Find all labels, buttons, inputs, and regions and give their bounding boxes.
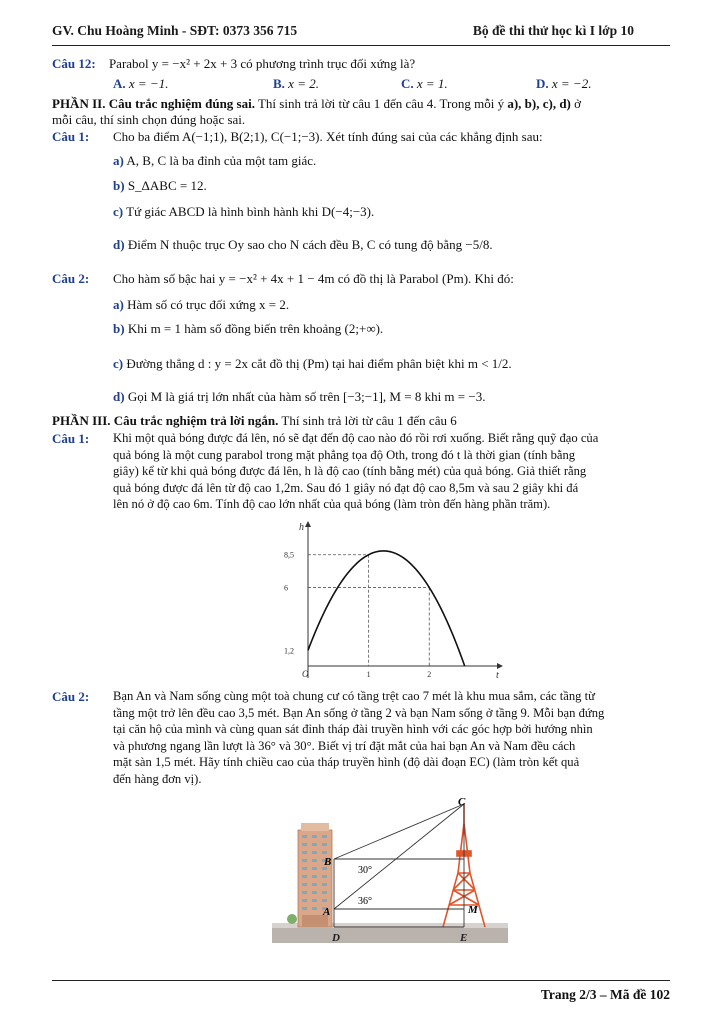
origin-label: O xyxy=(302,669,309,679)
p3-q2-line: đến hàng đơn vị). xyxy=(113,772,202,787)
header-author: GV. Chu Hoàng Minh - SĐT: 0373 356 715 xyxy=(52,23,298,38)
p2-q2-item-c[interactable]: c) Đường thẳng d : y = 2x cắt đồ thị (Pm) tại hai điểm phân biệt khi m < 1/2. xyxy=(113,356,512,371)
page-footer: Trang 2/3 – Mã đề 102 xyxy=(540,987,670,1002)
y-tick-label: 6 xyxy=(284,583,288,593)
p3-q2-line: mặt sàn 1,5 mét. Hãy tính chiều cao của tháp truyền hình (độ dài đoạn EC) (làm tròn kết quả xyxy=(113,755,580,770)
x-axis-label: t xyxy=(496,670,499,680)
p2-q1-item-b[interactable]: b) S_ΔABC = 12. xyxy=(113,178,207,193)
q12-question xyxy=(52,55,415,72)
point-label-b: B xyxy=(324,856,332,868)
p3-q2-label: Câu 2: xyxy=(52,689,90,704)
point-label-e: E xyxy=(460,932,468,944)
parabola-curve xyxy=(308,551,465,666)
p2-q2-item-d[interactable]: d) Gọi M là giá trị lớn nhất của hàm số trên [−3;−1], M = 8 khi m = −3. xyxy=(113,389,486,404)
part2-heading xyxy=(52,95,581,112)
p3-q2-body xyxy=(113,688,673,788)
point-label-c: C xyxy=(458,796,466,808)
q12-option-b[interactable]: B. x = 2. xyxy=(273,76,319,91)
q12-label: Câu 12: xyxy=(52,56,96,71)
p2-q2-item-b[interactable]: b) Khi m = 1 hàm số đồng biến trên khoảng (2;+∞). xyxy=(113,321,384,336)
q12-text: Parabol y = −x² + 2x + 3 có phương trình trục đối xứng là? xyxy=(108,56,416,71)
guide-lines xyxy=(308,555,429,666)
p2-q1-label: Câu 1: xyxy=(52,129,90,144)
q12-option-a[interactable]: A. x = −1. xyxy=(113,76,169,91)
page-header xyxy=(52,22,672,42)
part2-intro: Thí sinh trả lời từ câu 1 đến câu 4. Trong mỗi ý xyxy=(257,96,505,111)
p2-q2-label: Câu 2: xyxy=(52,271,90,286)
y-tick-label: 1,2 xyxy=(284,646,294,656)
sight-lines xyxy=(334,804,464,927)
p3-q1-line: giây) kể từ khi quả bóng được đá lên, h là độ cao (tính bằng mét) của quả bóng. Giả thiết rằng xyxy=(113,464,587,479)
p3-q2-line: tầng một trở lên đều cao 3,5 mét. Bạn An sống ở tầng 2 và bạn Nam sống ở tầng 9. Mỗi bạn đứng xyxy=(113,705,605,720)
point-label-d: D xyxy=(332,932,340,944)
angle-label-30: 30° xyxy=(358,865,372,876)
p3-q1-label: Câu 1: xyxy=(52,431,90,446)
p3-q2-line: tại căn hộ của mình và cùng quan sát đỉnh tháp đài truyền hình với các góc hợp bởi hướng nhìn xyxy=(113,722,593,737)
p2-q1-item-c[interactable]: c) Tứ giác ABCD là hình bình hành khi D(−4;−3). xyxy=(113,204,375,219)
p3-q1-line: quả bóng được đá lên từ độ cao 1,2m. Sau đó 1 giây nó đạt độ cao 8,5m và sau 2 giây khi đá xyxy=(113,480,579,495)
p2-q1 xyxy=(52,128,89,145)
header-rule xyxy=(52,45,670,46)
p3-q1-body xyxy=(113,430,673,513)
p2-q1-item-d[interactable]: d) Điểm N thuộc trục Oy sao cho N cách đều B, C có tung độ bằng −5/8. xyxy=(113,237,493,252)
footer-rule xyxy=(52,980,670,981)
p3-q1-line: lên nó ở độ cao 6m. Tính độ cao lớn nhất của quả bóng (làm tròn đến hàng phần trăm). xyxy=(113,497,551,512)
x-tick-label: 2 xyxy=(427,670,432,679)
part2-intro-keys: a), b), c), d) xyxy=(507,96,571,111)
part3-intro: Thí sinh trả lời từ câu 1 đến câu 6 xyxy=(281,413,457,428)
angle-label-36: 36° xyxy=(358,896,372,907)
y-axis-label: h xyxy=(299,522,304,533)
p3-q2-line: và phương ngang lần lượt là 36° và 30°. Biết vị trí đặt mắt của hai bạn An và Nam đều cách xyxy=(113,738,576,753)
p2-q2-item-a[interactable]: a) Hàm số có trục đối xứng x = 2. xyxy=(113,297,290,312)
q12-option-d[interactable]: D. x = −2. xyxy=(536,76,592,91)
trajectory-chart xyxy=(280,518,510,680)
ground xyxy=(272,927,508,943)
part2-intro-end: ở xyxy=(574,96,581,111)
tick-labels xyxy=(284,551,431,679)
q12-option-c[interactable]: C. x = 1. xyxy=(401,76,448,91)
p3-q2-line: Bạn An và Nam sống cùng một toà chung cư có tầng trệt cao 7 mét là khu mua sắm, các tầng từ xyxy=(113,689,595,703)
p2-q2 xyxy=(52,270,89,287)
tower-figure xyxy=(268,795,518,953)
x-tick-label: 1 xyxy=(366,670,371,679)
part2-intro-line2: mỗi câu, thí sinh chọn đúng hoặc sai. xyxy=(52,112,246,127)
p2-q1-item-a[interactable]: a) A, B, C là ba đỉnh của một tam giác. xyxy=(113,153,317,168)
part2-title: PHẦN II. Câu trắc nghiệm đúng sai. xyxy=(52,96,255,111)
point-label-a: A xyxy=(323,906,331,918)
p3-q1-line: quả bóng là một cung parabol trong mặt phẳng tọa độ Oth, trong đó t là thời gian (tính bằng xyxy=(113,447,576,462)
p2-q2-text: Cho hàm số bậc hai y = −x² + 4x + 1 − 4m có đồ thị là Parabol (Pm). Khi đó: xyxy=(113,271,514,286)
point-label-m: M xyxy=(468,904,478,916)
header-title: Bộ đề thi thử học kì I lớp 10 xyxy=(472,23,634,38)
y-tick-label: 8,5 xyxy=(284,550,294,560)
p3-q1-line: Khi một quả bóng được đá lên, nó sẽ đạt đến độ cao nào đó rồi rơi xuống. Biết rằng quỹ đạo của xyxy=(113,431,599,445)
part3-title: PHẦN III. Câu trắc nghiệm trả lời ngắn. xyxy=(52,413,279,428)
part3-heading xyxy=(52,412,457,429)
p2-q1-text: Cho ba điểm A(−1;1), B(2;1), C(−1;−3). Xét tính đúng sai của các khẳng định sau: xyxy=(113,129,543,144)
